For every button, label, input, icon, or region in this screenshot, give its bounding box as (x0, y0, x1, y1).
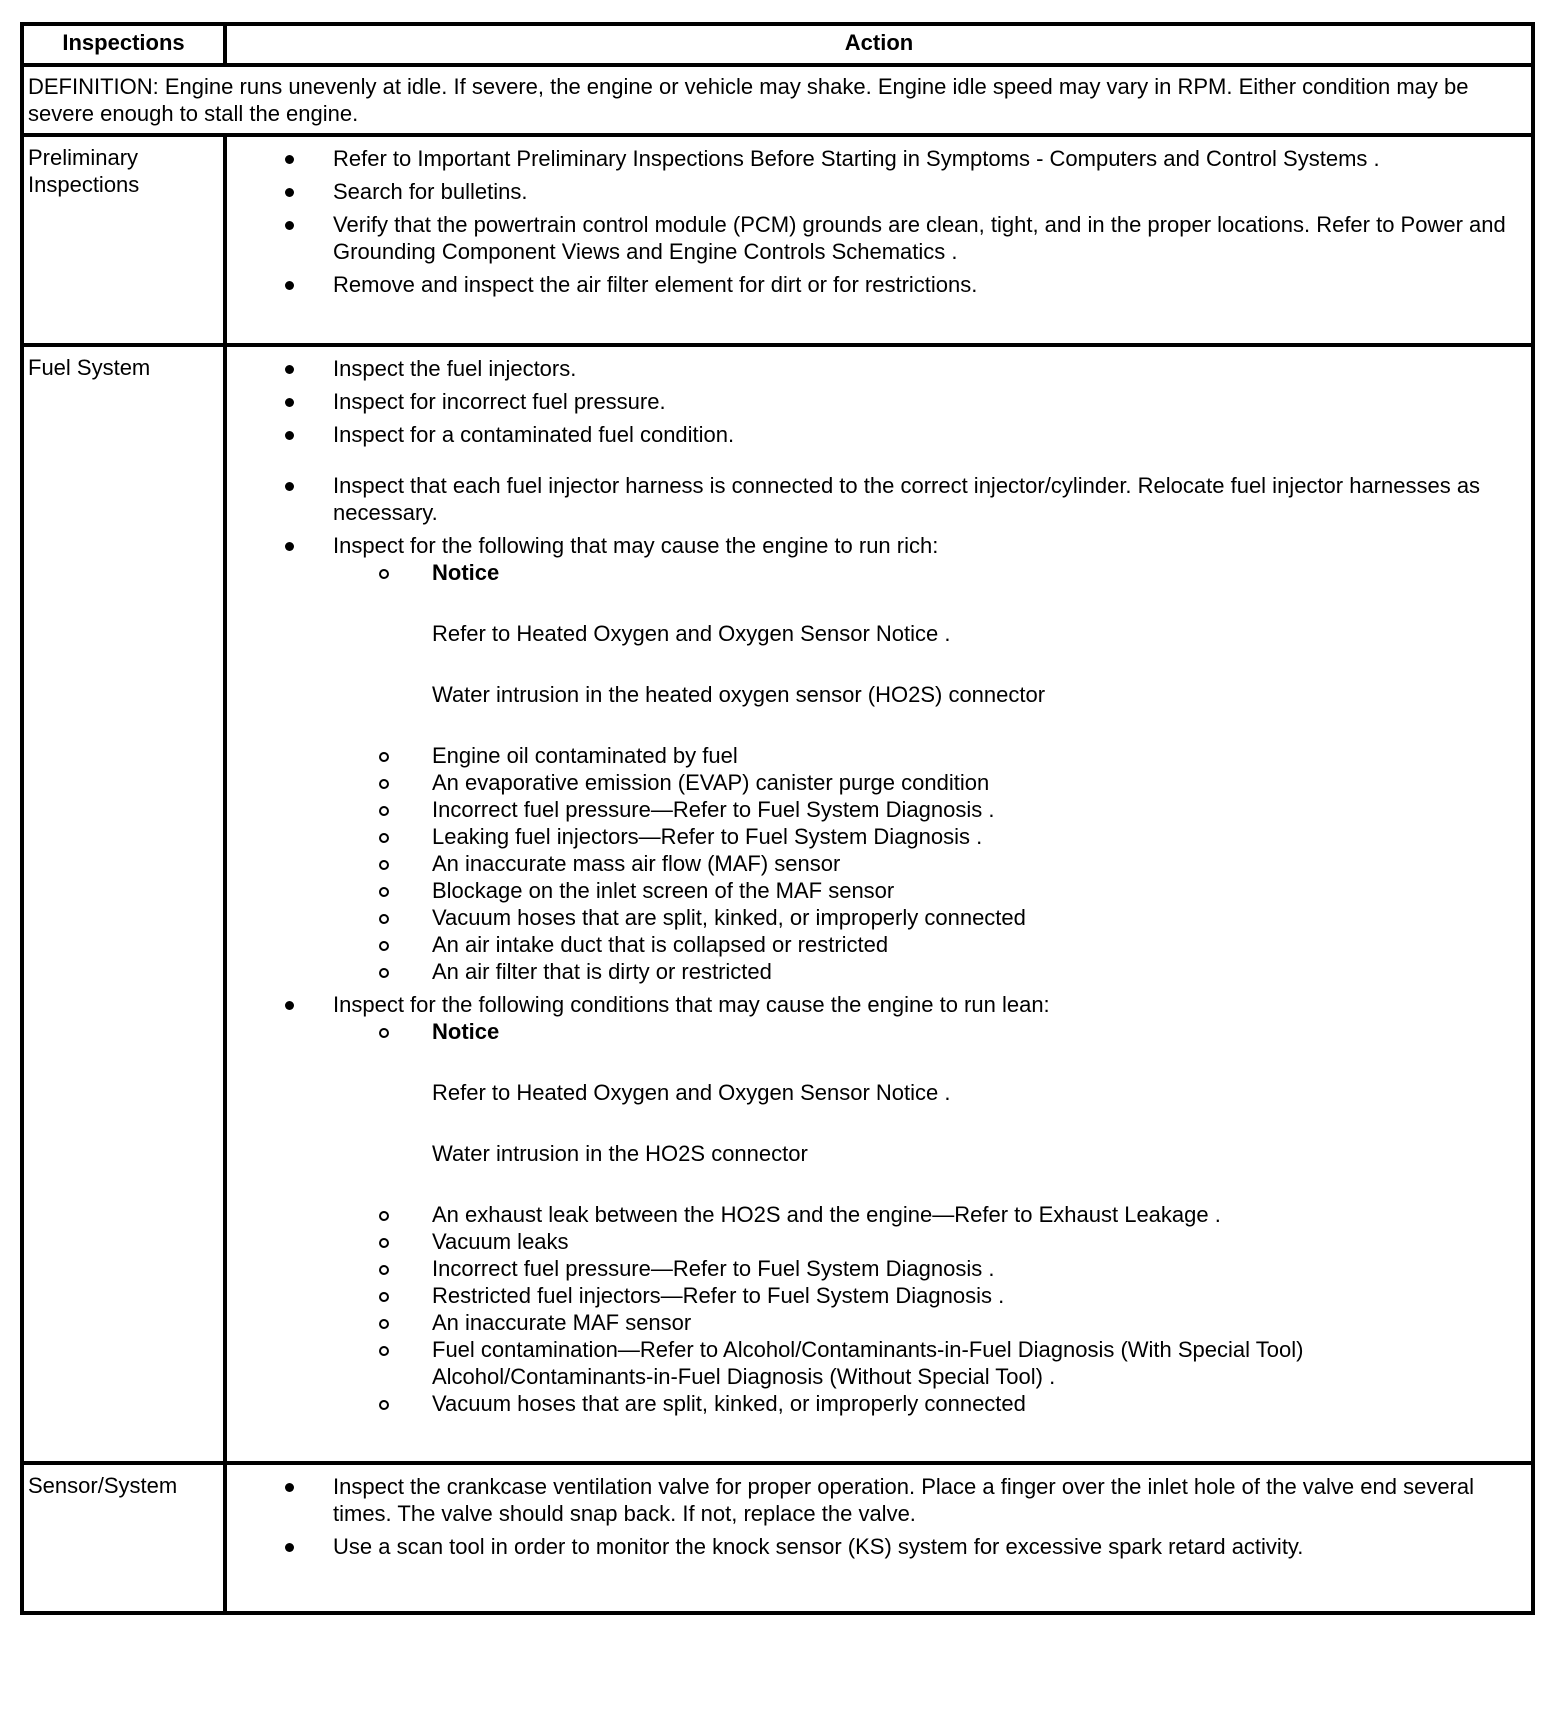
sub-item: Restricted fuel injectors—Refer to Fuel System Diagnosis . (432, 1282, 1525, 1309)
preliminary-list (227, 145, 1525, 298)
notice-text: Water intrusion in the heated oxygen sensor (HO2S) connector (432, 682, 1046, 707)
list-item: Inspect that each fuel injector harness is connected to the correct injector/cylinder. Relocate fuel injector harnesses as necessary. (227, 472, 1525, 526)
sensor-system-actions (225, 1463, 1533, 1613)
list-item: Remove and inspect the air filter element for dirt or for restrictions. (227, 271, 1525, 298)
list-item: Inspect for incorrect fuel pressure. (227, 388, 1525, 415)
notice-reference: Refer to Heated Oxygen and Oxygen Sensor Notice . (432, 1080, 951, 1105)
rich-intro: Inspect for the following that may cause the engine to run rich: (333, 533, 939, 558)
header-action: Action (225, 24, 1533, 65)
fuel-system-list (227, 355, 1525, 1417)
rich-sublist (432, 559, 1525, 985)
sub-item: Engine oil contaminated by fuel (432, 742, 1525, 769)
sub-item: An evaporative emission (EVAP) canister purge condition (432, 769, 1525, 796)
sub-item: Vacuum hoses that are split, kinked, or improperly connected (432, 904, 1525, 931)
sub-item: An air intake duct that is collapsed or restricted (432, 931, 1525, 958)
sub-item: An air filter that is dirty or restricted (432, 958, 1525, 985)
fuel-system-label: Fuel System (22, 345, 225, 1463)
list-item: Inspect the fuel injectors. (227, 355, 1525, 382)
lean-intro: Inspect for the following conditions that may cause the engine to run lean: (333, 992, 1050, 1017)
notice-title: Notice (432, 1019, 500, 1044)
notice-text: Water intrusion in the HO2S connector (432, 1141, 808, 1166)
lean-conditions-item (227, 991, 1525, 1417)
rich-conditions-item (227, 532, 1525, 985)
list-item: Search for bulletins. (227, 178, 1525, 205)
definition-row (22, 65, 1533, 135)
sub-item: Blockage on the inlet screen of the MAF sensor (432, 877, 1525, 904)
lean-notice (432, 1018, 1525, 1167)
sub-item: Fuel contamination—Refer to Alcohol/Contaminants-in-Fuel Diagnosis (With Special Tool) Alcohol/Contaminants-in-Fuel Diagnosis (Without Special Tool) . (432, 1336, 1525, 1390)
fuel-system-row (22, 345, 1533, 1463)
preliminary-actions (225, 135, 1533, 345)
sensor-system-row (22, 1463, 1533, 1613)
preliminary-label: Preliminary Inspections (22, 135, 225, 345)
sensor-system-label: Sensor/System (22, 1463, 225, 1613)
list-item: Use a scan tool in order to monitor the knock sensor (KS) system for excessive spark retard activity. (227, 1533, 1525, 1560)
sub-item: Leaking fuel injectors—Refer to Fuel System Diagnosis . (432, 823, 1525, 850)
notice-title: Notice (432, 560, 500, 585)
list-item: Verify that the powertrain control module (PCM) grounds are clean, tight, and in the proper locations. Refer to Power and Grounding Component Views and Engine Controls Schematics . (227, 211, 1525, 265)
lean-sublist (432, 1018, 1525, 1417)
list-item: Inspect the crankcase ventilation valve for proper operation. Place a finger over the inlet hole of the valve end several times. The valve should snap back. If not, replace the valve. (227, 1473, 1525, 1527)
fuel-system-actions (225, 345, 1533, 1463)
sub-item: An exhaust leak between the HO2S and the engine—Refer to Exhaust Leakage . (432, 1201, 1525, 1228)
sub-item: Vacuum leaks (432, 1228, 1525, 1255)
sub-item: Vacuum hoses that are split, kinked, or improperly connected (432, 1390, 1525, 1417)
sub-item: An inaccurate MAF sensor (432, 1309, 1525, 1336)
preliminary-row (22, 135, 1533, 345)
sub-item: An inaccurate mass air flow (MAF) sensor (432, 850, 1525, 877)
definition-text: DEFINITION: Engine runs unevenly at idle. If severe, the engine or vehicle may shake. Engine idle speed may vary in RPM. Either condition may be severe enough to stall the engine. (22, 65, 1533, 135)
sub-item: Incorrect fuel pressure—Refer to Fuel System Diagnosis . (432, 796, 1525, 823)
header-row (22, 24, 1533, 65)
list-item: Inspect for a contaminated fuel condition. (227, 421, 1525, 448)
notice-reference: Refer to Heated Oxygen and Oxygen Sensor Notice . (432, 621, 951, 646)
rich-notice (432, 559, 1525, 708)
sensor-system-list (227, 1473, 1525, 1560)
header-inspections: Inspections (22, 24, 225, 65)
rough-idle-diagnosis-table (20, 22, 1535, 1615)
sub-item: Incorrect fuel pressure—Refer to Fuel System Diagnosis . (432, 1255, 1525, 1282)
list-item: Refer to Important Preliminary Inspections Before Starting in Symptoms - Computers and Control Systems . (227, 145, 1525, 172)
